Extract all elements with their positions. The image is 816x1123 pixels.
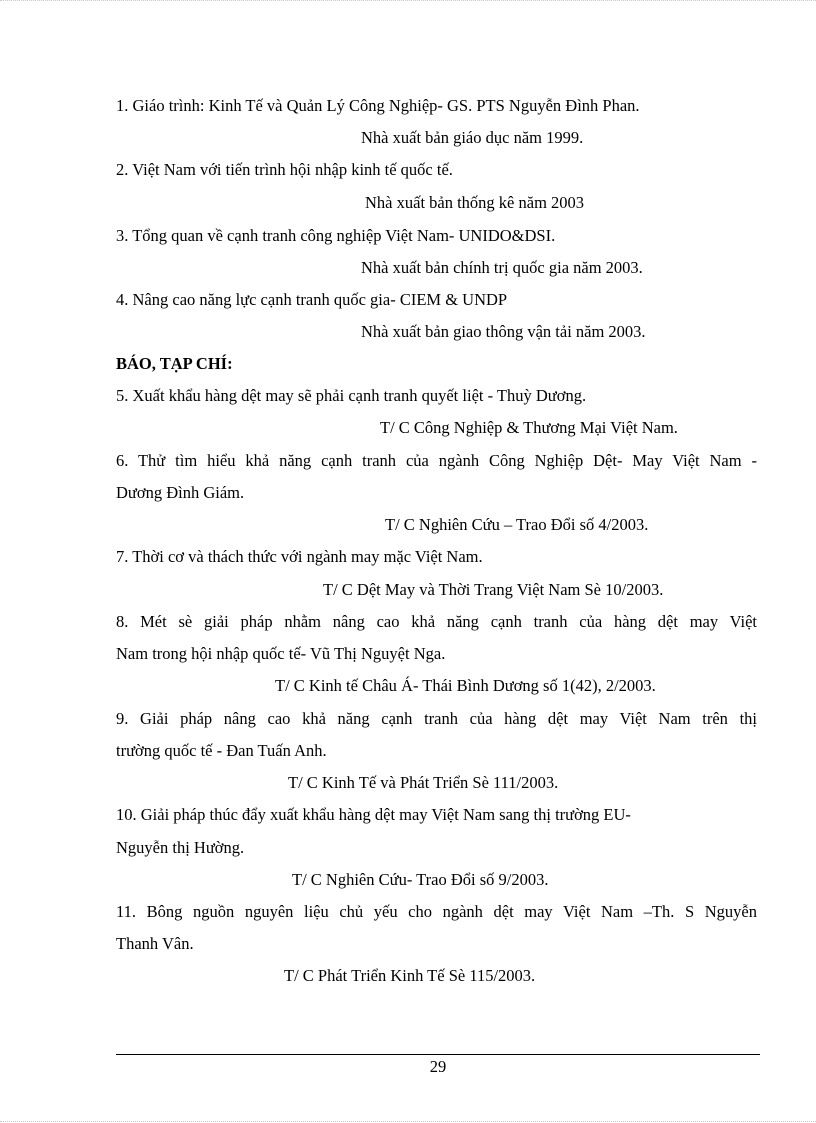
ref-11-title-line1: 11. Bông nguồn nguyên liệu chủ yếu cho ngành dệt may Việt Nam –Th. S Nguyễn [116, 902, 757, 921]
ref-9-source: T/ C Kinh Tế và Phát Triển Sè 111/2003. [288, 773, 559, 792]
ref-4-source: Nhà xuất bản giao thông vận tải năm 2003. [361, 322, 646, 341]
ref-2-title: 2. Việt Nam với tiến trình hội nhập kinh tế quốc tế. [116, 160, 453, 179]
ref-6-title-line1: 6. Thử tìm hiểu khả năng cạnh tranh của ngành Công Nghiệp Dệt- May Việt Nam - [116, 451, 757, 470]
ref-10-title-line2: Nguyễn thị Hường. [116, 838, 245, 857]
ref-10-title-line1: 10. Giải pháp thúc đẩy xuất khẩu hàng dệt may Việt Nam sang thị trường EU- [116, 805, 631, 824]
ref-7-source: T/ C Dệt May và Thời Trang Việt Nam Sè 10/2003. [323, 580, 664, 599]
ref-11-title-line2: Thanh Vân. [116, 934, 194, 953]
page-top-border [0, 0, 816, 2]
ref-6-title-line2: Dương Đình Giám. [116, 483, 245, 502]
ref-8-title-line2: Nam trong hội nhập quốc tế- Vũ Thị Nguyệt Nga. [116, 644, 446, 663]
ref-11-source: T/ C Phát Triển Kinh Tế Sè 115/2003. [284, 966, 536, 985]
footer-rule [116, 1054, 760, 1055]
ref-5-title: 5. Xuất khẩu hàng dệt may sẽ phải cạnh tranh quyết liệt - Thuỳ Dương. [116, 386, 587, 405]
section-heading: BÁO, TẠP CHÍ: [116, 354, 233, 373]
ref-1-title: 1. Giáo trình: Kinh Tế và Quản Lý Công Nghiệp- GS. PTS Nguyễn Đình Phan. [116, 96, 640, 115]
ref-5-source: T/ C Công Nghiệp & Thương Mại Việt Nam. [380, 418, 678, 437]
page-number: 29 [429, 1057, 447, 1076]
ref-8-title-line1: 8. Mét sè giải pháp nhằm nâng cao khả năng cạnh tranh của hàng dệt may Việt [116, 612, 757, 631]
ref-4-title: 4. Nâng cao năng lực cạnh tranh quốc gia- CIEM & UNDP [116, 290, 508, 309]
ref-3-source: Nhà xuất bản chính trị quốc gia năm 2003. [361, 258, 643, 277]
ref-9-title-line1: 9. Giải pháp nâng cao khả năng cạnh tranh của hàng dệt may Việt Nam trên thị [116, 709, 757, 728]
ref-7-title: 7. Thời cơ và thách thức với ngành may mặc Việt Nam. [116, 547, 483, 566]
ref-3-title: 3. Tổng quan về cạnh tranh công nghiệp Việt Nam- UNIDO&DSI. [116, 226, 556, 245]
ref-2-source: Nhà xuất bản thống kê năm 2003 [365, 193, 585, 212]
ref-10-source: T/ C Nghiên Cứu- Trao Đổi số 9/2003. [292, 870, 549, 889]
ref-8-source: T/ C Kinh tế Châu Á- Thái Bình Dương số 1(42), 2/2003. [275, 676, 656, 695]
ref-1-source: Nhà xuất bản giáo dục năm 1999. [361, 128, 584, 147]
ref-6-source: T/ C Nghiên Cứu – Trao Đổi số 4/2003. [385, 515, 649, 534]
ref-9-title-line2: trường quốc tế - Đan Tuấn Anh. [116, 741, 327, 760]
